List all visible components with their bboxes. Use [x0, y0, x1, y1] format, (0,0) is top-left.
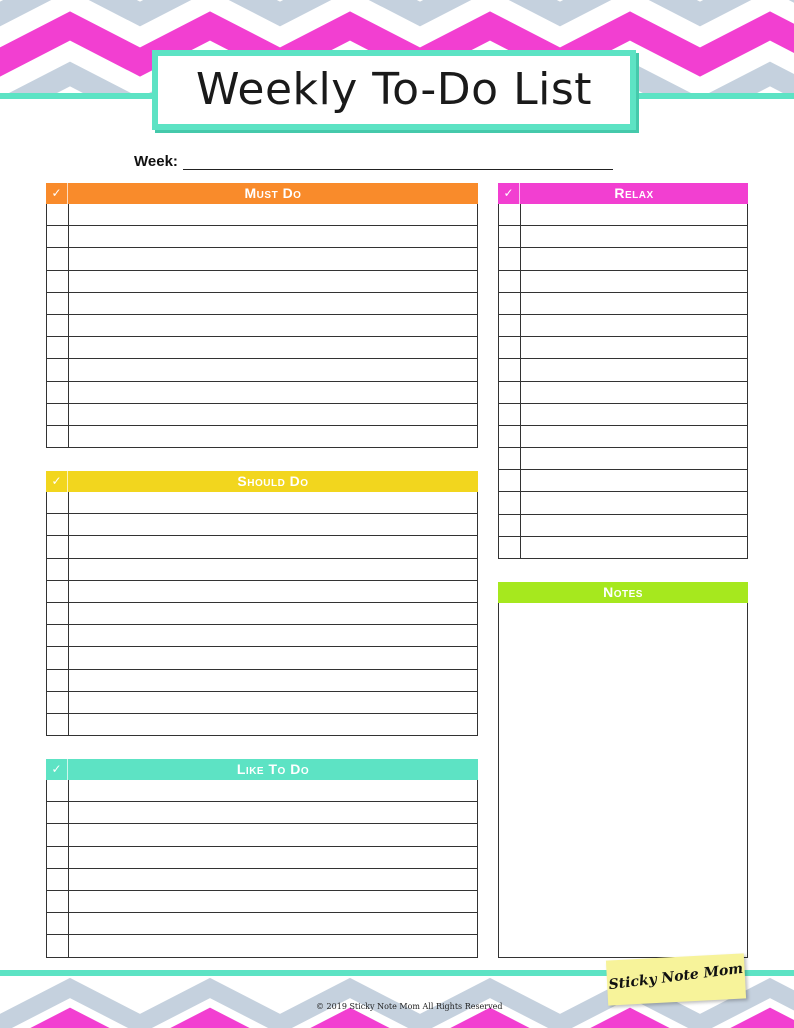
logo-text: Sticky Note Mom [607, 960, 744, 994]
write-line[interactable] [69, 847, 477, 868]
write-line[interactable] [521, 226, 747, 247]
write-line[interactable] [69, 603, 477, 624]
write-line[interactable] [69, 714, 477, 735]
write-line[interactable] [69, 869, 477, 890]
checkbox[interactable] [499, 226, 521, 247]
like-to-do-header [46, 759, 478, 780]
write-line[interactable] [521, 404, 747, 425]
list-item [499, 226, 747, 248]
checkbox[interactable] [47, 248, 69, 269]
must-do-section [46, 183, 478, 448]
checkbox[interactable] [47, 581, 69, 602]
page-title: Weekly To-Do List [195, 64, 592, 115]
chevron-stripe [0, 0, 794, 14]
checkbox[interactable] [47, 536, 69, 557]
checkbox[interactable] [499, 293, 521, 314]
notes-area[interactable] [498, 603, 748, 958]
list-item [47, 248, 477, 270]
list-item [47, 670, 477, 692]
write-line[interactable] [69, 337, 477, 358]
checkbox[interactable] [47, 824, 69, 845]
write-line[interactable] [69, 536, 477, 557]
checkbox[interactable] [499, 248, 521, 269]
checkbox[interactable] [499, 359, 521, 380]
checkbox[interactable] [47, 492, 69, 513]
checkbox[interactable] [499, 448, 521, 469]
checkbox[interactable] [47, 204, 69, 225]
list-item [47, 647, 477, 669]
checkbox[interactable] [47, 913, 69, 934]
week-label: Week: [134, 153, 178, 170]
relax-title: Relax [614, 185, 654, 201]
list-item [47, 536, 477, 558]
checkbox[interactable] [47, 935, 69, 956]
list-item [47, 714, 477, 736]
list-item [47, 315, 477, 337]
checkbox[interactable] [499, 404, 521, 425]
write-line[interactable] [69, 802, 477, 823]
must-do-header [46, 183, 478, 204]
list-item [47, 780, 477, 802]
checkbox[interactable] [499, 337, 521, 358]
like-to-do-title: Like To Do [236, 761, 310, 777]
notes-section [498, 582, 748, 958]
checkbox[interactable] [47, 293, 69, 314]
checkbox[interactable] [499, 204, 521, 225]
list-item [499, 359, 747, 381]
list-item [47, 869, 477, 891]
write-line[interactable] [521, 515, 747, 536]
list-item [499, 315, 747, 337]
check-icon: ✓ [46, 183, 68, 204]
checkbox[interactable] [47, 404, 69, 425]
write-line[interactable] [521, 271, 747, 292]
checkbox[interactable] [47, 226, 69, 247]
checkbox[interactable] [499, 470, 521, 491]
write-line[interactable] [69, 581, 477, 602]
write-line[interactable] [521, 448, 747, 469]
list-item [47, 204, 477, 226]
checkbox[interactable] [47, 869, 69, 890]
checkbox[interactable] [47, 514, 69, 535]
list-item [47, 581, 477, 603]
checkbox[interactable] [499, 382, 521, 403]
write-line[interactable] [69, 492, 477, 513]
like-to-do-rows [46, 780, 478, 958]
write-line[interactable] [69, 891, 477, 912]
write-line[interactable] [69, 293, 477, 314]
checkbox[interactable] [47, 625, 69, 646]
checkbox[interactable] [499, 315, 521, 336]
write-line[interactable] [521, 382, 747, 403]
write-line[interactable] [521, 426, 747, 447]
write-line[interactable] [521, 204, 747, 225]
list-item [47, 271, 477, 293]
checkbox[interactable] [47, 891, 69, 912]
checkbox[interactable] [47, 382, 69, 403]
week-input-line[interactable] [183, 169, 613, 170]
must-do-rows [46, 204, 478, 448]
notes-header [498, 582, 748, 603]
write-line[interactable] [69, 226, 477, 247]
must-do-title: Must Do [244, 185, 302, 201]
list-item [47, 492, 477, 514]
list-item [47, 891, 477, 913]
write-line[interactable] [69, 559, 477, 580]
checkbox[interactable] [499, 537, 521, 558]
checkbox[interactable] [47, 603, 69, 624]
list-item [47, 603, 477, 625]
list-item [499, 492, 747, 514]
should-do-title: Should Do [237, 473, 309, 489]
relax-header [498, 183, 748, 204]
checkbox[interactable] [47, 337, 69, 358]
list-item [47, 404, 477, 426]
write-line[interactable] [521, 359, 747, 380]
should-do-header [46, 471, 478, 492]
list-item [47, 802, 477, 824]
sticky-note-logo [606, 953, 746, 1005]
list-item [499, 337, 747, 359]
write-line[interactable] [521, 537, 747, 558]
check-icon: ✓ [46, 759, 68, 780]
write-line[interactable] [69, 315, 477, 336]
relax-rows [498, 204, 748, 559]
list-item [499, 271, 747, 293]
checkbox[interactable] [47, 670, 69, 691]
check-icon: ✓ [46, 471, 68, 492]
write-line[interactable] [69, 382, 477, 403]
write-line[interactable] [69, 359, 477, 380]
write-line[interactable] [69, 426, 477, 447]
checkbox[interactable] [499, 271, 521, 292]
checkbox[interactable] [47, 714, 69, 735]
write-line[interactable] [69, 913, 477, 934]
list-item [47, 337, 477, 359]
list-item [47, 935, 477, 957]
list-item [499, 248, 747, 270]
list-item [499, 448, 747, 470]
checkbox[interactable] [47, 692, 69, 713]
title-box [152, 50, 636, 130]
should-do-section [46, 471, 478, 736]
check-icon: ✓ [498, 183, 520, 204]
write-line[interactable] [521, 492, 747, 513]
like-to-do-section [46, 759, 478, 958]
checkbox[interactable] [499, 426, 521, 447]
write-line[interactable] [69, 404, 477, 425]
list-item [499, 404, 747, 426]
write-line[interactable] [69, 514, 477, 535]
list-item [47, 226, 477, 248]
list-item [499, 382, 747, 404]
write-line[interactable] [69, 204, 477, 225]
write-line[interactable] [69, 780, 477, 801]
write-line[interactable] [521, 337, 747, 358]
relax-section [498, 183, 748, 559]
write-line[interactable] [521, 248, 747, 269]
list-item [47, 559, 477, 581]
write-line[interactable] [521, 315, 747, 336]
checkbox[interactable] [47, 647, 69, 668]
checkbox[interactable] [47, 426, 69, 447]
list-item [47, 514, 477, 536]
list-item [499, 204, 747, 226]
should-do-rows [46, 492, 478, 736]
list-item [47, 359, 477, 381]
write-line[interactable] [69, 670, 477, 691]
list-item [499, 426, 747, 448]
list-item [499, 515, 747, 537]
write-line[interactable] [69, 271, 477, 292]
list-item [47, 625, 477, 647]
write-line[interactable] [69, 625, 477, 646]
write-line[interactable] [69, 935, 477, 956]
checkbox[interactable] [47, 359, 69, 380]
list-item [499, 293, 747, 315]
write-line[interactable] [69, 824, 477, 845]
list-item [499, 537, 747, 559]
checkbox[interactable] [47, 780, 69, 801]
checkbox[interactable] [47, 559, 69, 580]
checkbox[interactable] [499, 492, 521, 513]
list-item [47, 824, 477, 846]
checkbox[interactable] [47, 802, 69, 823]
checkbox[interactable] [499, 515, 521, 536]
list-item [47, 847, 477, 869]
checkbox[interactable] [47, 847, 69, 868]
list-item [499, 470, 747, 492]
checkbox[interactable] [47, 271, 69, 292]
copyright-text: © 2019 Sticky Note Mom All Rights Reserved [316, 1002, 503, 1011]
list-item [47, 692, 477, 714]
list-item [47, 426, 477, 448]
notes-title: Notes [603, 584, 643, 600]
list-item [47, 293, 477, 315]
write-line[interactable] [69, 248, 477, 269]
write-line[interactable] [521, 293, 747, 314]
write-line[interactable] [521, 470, 747, 491]
list-item [47, 382, 477, 404]
list-item [47, 913, 477, 935]
checkbox[interactable] [47, 315, 69, 336]
write-line[interactable] [69, 692, 477, 713]
write-line[interactable] [69, 647, 477, 668]
